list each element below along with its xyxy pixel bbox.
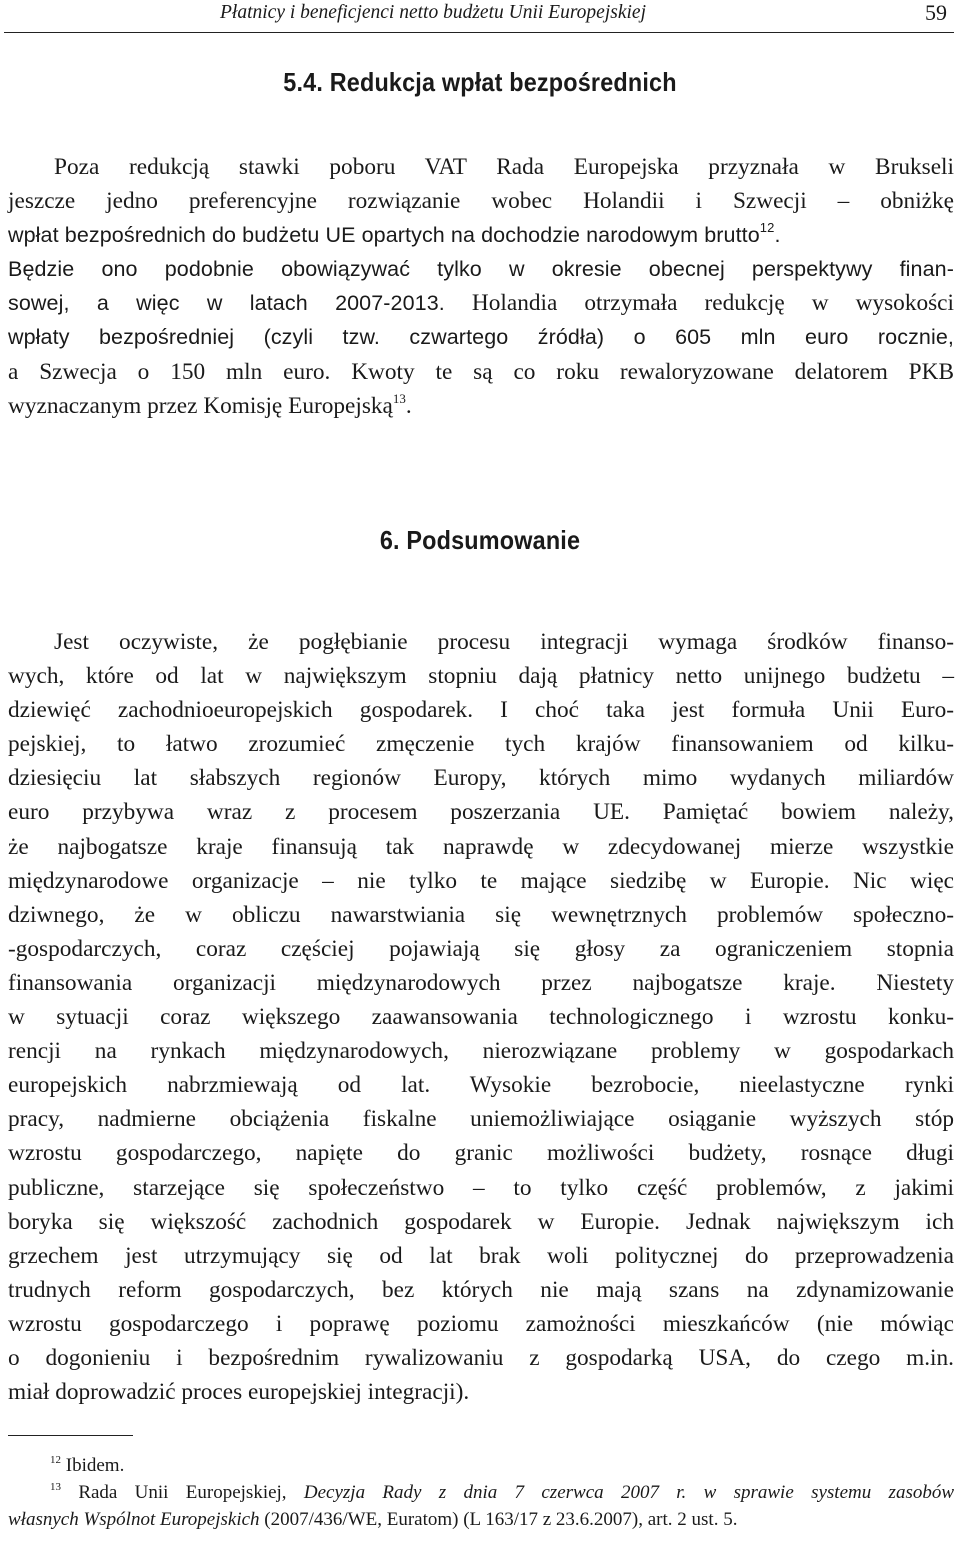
text-line: Poza redukcją stawki poboru VAT Rada Europejska przyznała w Brukseli: [54, 154, 954, 180]
section-heading-6: 6. Podsumowanie: [379, 525, 581, 555]
page-number: 59: [925, 0, 947, 25]
text-line: wzrostu gospodarczego i poprawę poziomu zamożności mieszkańców (nie mówiąc: [8, 1310, 954, 1337]
text-line: jeszcze jedno preferencyjne rozwiązanie wobec Holandii i Szwecji – obniżkę: [8, 188, 954, 215]
section-5-4-paragraph: [8, 150, 954, 423]
section-heading-5-4: 5.4. Redukcja wpłat bezpośrednich: [283, 67, 677, 97]
text-line: dziwnego, że w obliczu nawarstwiania się wewnętrznych problemów społeczno-: [8, 901, 954, 928]
text-line: dziewięć zachodnioeuropejskich gospodarek. I choć taka jest formuła Unii Euro-: [8, 697, 954, 724]
text-line: Jest oczywiste, że pogłębianie procesu integracji wymaga środków finanso-: [54, 629, 954, 655]
footnote-ref-12: 12: [759, 220, 775, 236]
text-line: wpłat bezpośrednich do budżetu UE opartych na dochodzie narodowym brutto$^{12}$.: [8, 220, 781, 248]
footnote-13: [8, 1479, 954, 1533]
running-title: Płatnicy i beneficjenci netto budżetu Unii Europejskiej: [220, 2, 646, 23]
text-line: -gospodarczych, coraz częściej pojawiają się głosy za ograniczeniem stopnia: [8, 935, 954, 962]
text-line: finansowania organizacji międzynarodowych przez najbogatsze kraje. Niestety: [8, 969, 954, 996]
text-line: wzrostu gospodarczego, napięte do granic możliwości budżety, rosnące długi: [8, 1140, 954, 1167]
text-line: wpłaty bezpośredniej (czyli tzw. czwartego źródła) o 605 mln euro rocznie,: [8, 325, 954, 350]
text-line: pejskiej, to łatwo zrozumieć zmęczenie tych krajów finansowaniem od kilku-: [8, 731, 954, 758]
text-line: wyznaczanym przez Komisję Europejską$^{13}$.: [8, 390, 412, 419]
running-header: [0, 0, 960, 40]
text-line: wych, które od lat w największym stopniu dają płatnicy netto unijnego budżetu –: [8, 663, 954, 690]
footnote-ref-13: 13: [392, 390, 406, 406]
footnote-text: Rada Unii Europejskiej,: [78, 1482, 287, 1503]
text-line: że najbogatsze kraje finansują tak naprawdę w zdecydowanej mierze wszystkie: [8, 833, 954, 860]
footnote-number: 12: [50, 1454, 61, 1466]
text-line: Będzie ono podobnie obowiązywać tylko w okresie obecnej perspektywy finan-: [8, 257, 954, 282]
text-line: boryka się większość zachodnich gospodarek w Europie. Jednak największym ich: [8, 1208, 954, 1235]
header-rule: [4, 32, 954, 33]
text-line: europejskich nabrzmiewają od lat. Wysokie bezrobocie, nieelastyczne rynki: [8, 1072, 954, 1099]
text-line: rencji na rynkach międzynarodowych, nierozwiązane problemy w gospodarkach: [8, 1038, 954, 1065]
text-line: publiczne, starzejące się społeczeństwo – to tylko część problemów, z jakimi: [8, 1174, 954, 1201]
text-line: międzynarodowe organizacje – nie tylko te mające siedzibę w Europie. Nic więc: [8, 867, 954, 894]
footnote-separator: [8, 1435, 133, 1436]
text-line: miał doprowadzić proces europejskiej integracji).: [8, 1379, 470, 1406]
footnote-text: (2007/436/WE, Euratom) (L 163/17 z 23.6.2007), art. 2 ust. 5.: [264, 1509, 738, 1530]
text-line: a Szwecja o 150 mln euro. Kwoty te są co roku rewaloryzowane delatorem PKB: [8, 358, 954, 385]
text-line: o dogonieniu i bezpośrednim rywalizowaniu z gospodarką USA, do czego m.in.: [8, 1344, 954, 1371]
text-line: trudnych reform gospodarczych, bez których nie mają szans na zdynamizowanie: [8, 1276, 954, 1303]
footnote-number: 13: [50, 1481, 61, 1493]
text-line: euro przybywa wraz z procesem poszerzania UE. Pamiętać bowiem należy,: [8, 799, 954, 826]
text-line: w sytuacji coraz większego zaawansowania technologicznego i wzrostu konku-: [8, 1004, 954, 1031]
footnote-text: Ibidem.: [65, 1455, 125, 1476]
text-line: dziesięciu lat słabszych regionów Europy, których mimo wydanych miliardów: [8, 765, 954, 792]
text-line: sowej, a więc w latach 2007-2013. Holandia otrzymała redukcję w wysokości: [8, 290, 954, 317]
section-6-paragraph: [8, 625, 954, 1409]
footnote-italic-title: własnych Wspólnot Europejskich: [8, 1509, 260, 1530]
footnote-italic-title: Decyzja Rady z dnia 7 czerwca 2007 r. w sprawie systemu zasobów: [303, 1482, 955, 1503]
footnote-12: [8, 1452, 954, 1479]
text-line: pracy, nadmierne obciążenia fiskalne uniemożliwiające osiąganie wyższych stóp: [8, 1106, 954, 1133]
text-line: grzechem jest utrzymujący się od lat brak woli politycznej do przeprowadzenia: [8, 1242, 954, 1269]
